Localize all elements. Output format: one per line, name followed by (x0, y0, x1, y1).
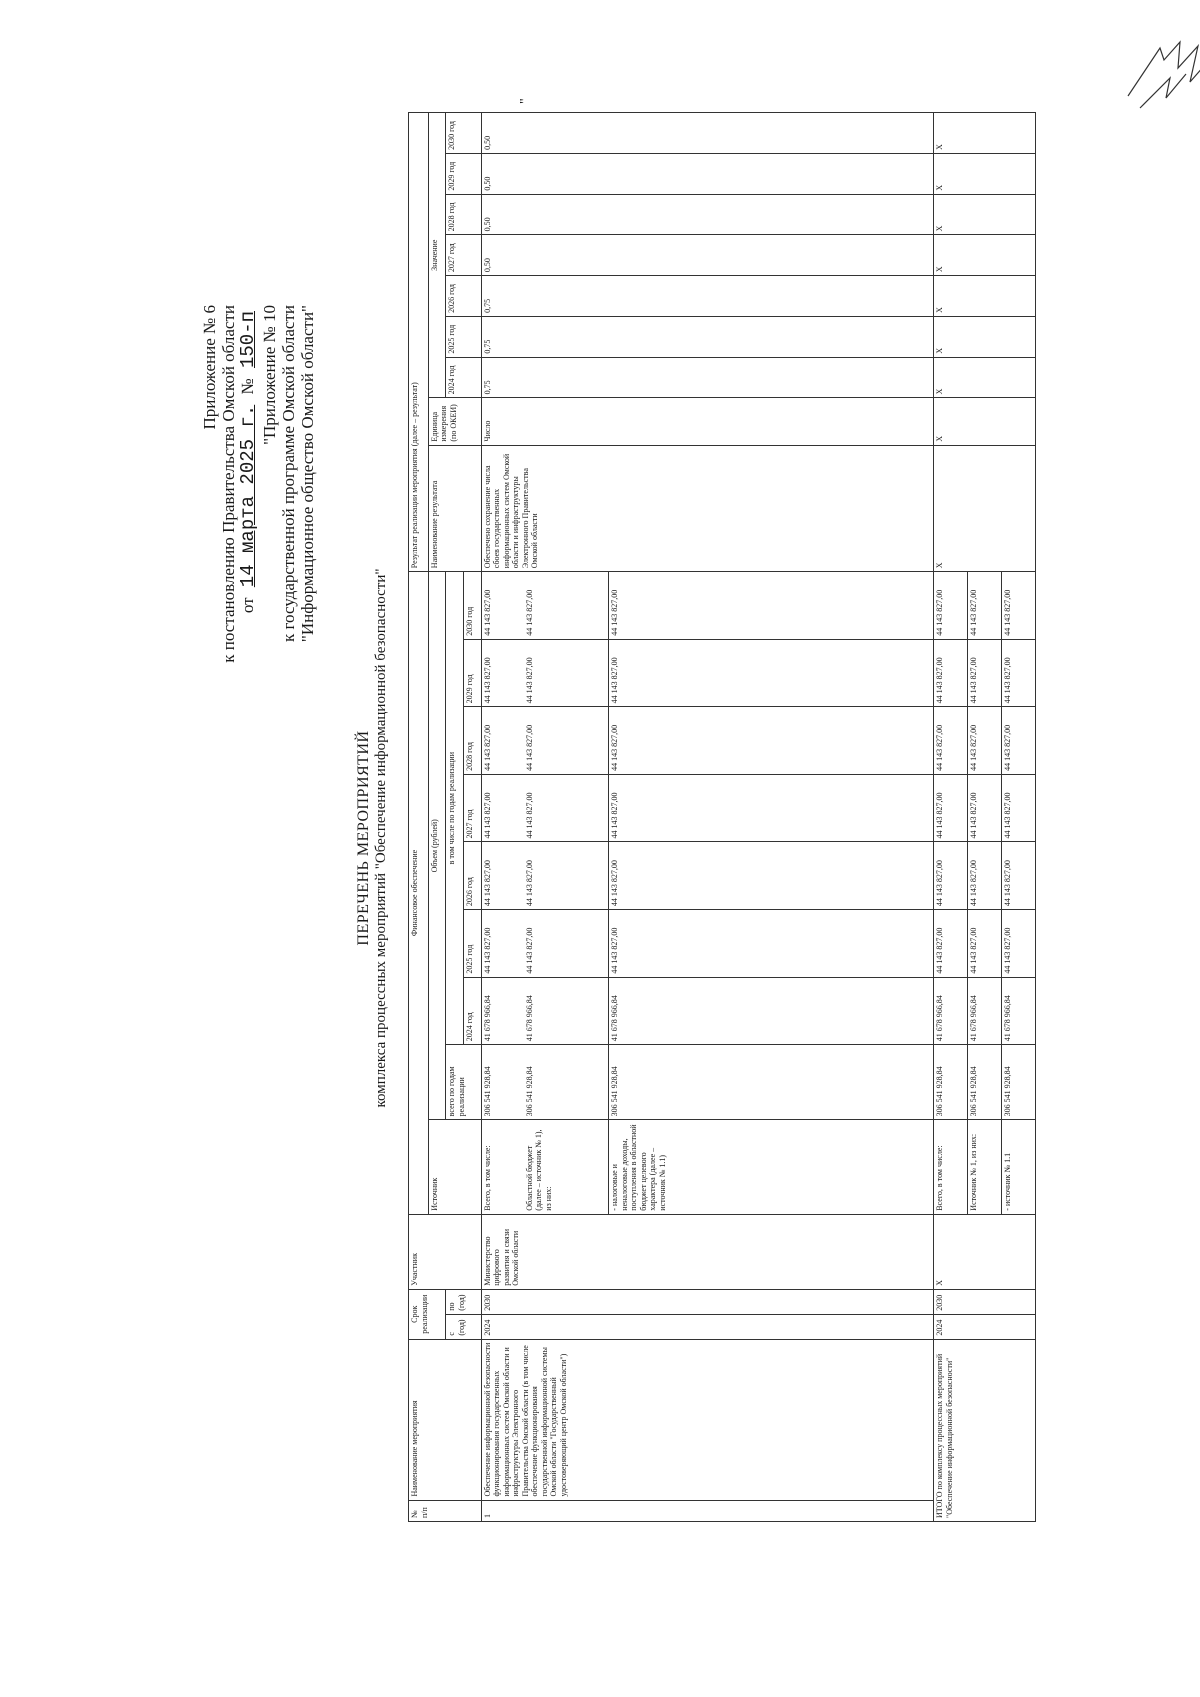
totals-result-name: Х (934, 445, 1036, 572)
row1-source-all: Всего, в том числе: (481, 1120, 523, 1214)
title-main: ПЕРЕЧЕНЬ МЕРОПРИЯТИЙ (355, 730, 372, 946)
totals-y2026: 44 143 827,00 (934, 842, 968, 910)
totals-y2030-2: 44 143 827,00 (968, 572, 1002, 640)
totals-y2027: 44 143 827,00 (934, 774, 968, 842)
program-appendix-ref: к государственной программе Омской области (279, 305, 298, 642)
totals-y2025-3: 44 143 827,00 (1002, 910, 1036, 978)
row1-participant: Министерство цифрового развития и связи Омской области (481, 1214, 933, 1289)
totals-source-1: Источник № 1, из них: (968, 1120, 1002, 1214)
decree-date: 14 марта 2025 г. (237, 404, 259, 588)
totals-res-2027: Х (934, 235, 1036, 276)
fin-year-2030: 2030 год (464, 572, 482, 640)
header-result-block: Результат реализации мероприятия (далее – результат) (409, 113, 429, 572)
res-year-2030: 2030 год (446, 113, 481, 154)
totals-y2030: 44 143 827,00 (934, 572, 968, 640)
totals-y2028: 44 143 827,00 (934, 707, 968, 775)
row1-y2028-2: 44 143 827,00 (524, 707, 609, 775)
header-financing: Финансовое обеспечение (409, 572, 429, 1215)
row1-y2026: 44 143 827,00 (481, 842, 523, 910)
appendix-decree-ref: к постановлению Правительства Омской области (219, 305, 238, 663)
row1-y2025-3: 44 143 827,00 (609, 910, 934, 978)
totals-y2024: 41 678 966,84 (934, 977, 968, 1045)
row1-y2030-3: 44 143 827,00 (609, 572, 934, 640)
program-appendix-header (260, 305, 317, 642)
row1-from: 2024 (481, 1314, 933, 1339)
decree-number: 150-п (237, 311, 259, 369)
row1-res-2025: 0,75 (481, 316, 933, 357)
row1-y2027: 44 143 827,00 (481, 774, 523, 842)
fin-year-2027: 2027 год (464, 774, 482, 842)
row1-name: Обеспечение информационной безопасности функционирования государственных информационных систем Омской области и инфраструктуры Электронного Правительства Омской области (в том числе обеспечение функционирования государственной информационной системы Омской области "Государственный удостоверяющий центр Омской области") (481, 1339, 933, 1500)
header-by-years: в том числе по годам реализации (446, 572, 464, 1045)
res-year-2027: 2027 год (446, 235, 481, 276)
row1-y2024-3: 41 678 966,84 (609, 977, 934, 1045)
totals-source-all: Всего, в том числе: (934, 1120, 968, 1214)
program-name: "Информационное общество Омской области" (298, 305, 317, 643)
row1-res-2024: 0,75 (481, 357, 933, 398)
totals-y2028-2: 44 143 827,00 (968, 707, 1002, 775)
row1-to: 2030 (481, 1289, 933, 1314)
row1-y2024: 41 678 966,84 (481, 977, 523, 1045)
res-year-2024: 2024 год (446, 357, 481, 398)
totals-y2028-3: 44 143 827,00 (1002, 707, 1036, 775)
header-term: Срок реализации (409, 1289, 446, 1339)
activities-table (408, 112, 1036, 1522)
totals-total-3: 306 541 928,84 (1002, 1045, 1036, 1120)
totals-source-1-1: - источник № 1.1 (1002, 1120, 1036, 1214)
totals-res-2025: Х (934, 316, 1036, 357)
totals-y2027-2: 44 143 827,00 (968, 774, 1002, 842)
res-year-2026: 2026 год (446, 276, 481, 317)
totals-total: 306 541 928,84 (934, 1045, 968, 1120)
row1-unit: Число (481, 398, 933, 445)
rotated-document-sheet (100, 98, 1100, 1588)
header-num: № п/п (409, 1500, 482, 1521)
row1-total: 306 541 928,84 (481, 1045, 523, 1120)
row1-y2027-2: 44 143 827,00 (524, 774, 609, 842)
row1-y2027-3: 44 143 827,00 (609, 774, 934, 842)
fin-year-2026: 2026 год (464, 842, 482, 910)
row1-res-2028: 0,50 (481, 194, 933, 235)
row1-y2024-2: 41 678 966,84 (524, 977, 609, 1045)
totals-y2024-2: 41 678 966,84 (968, 977, 1002, 1045)
fin-year-2028: 2028 год (464, 707, 482, 775)
row1-total-3: 306 541 928,84 (609, 1045, 934, 1120)
totals-y2025: 44 143 827,00 (934, 910, 968, 978)
fin-year-2025: 2025 год (464, 910, 482, 978)
row1-y2026-2: 44 143 827,00 (524, 842, 609, 910)
totals-participant: Х (934, 1214, 1036, 1289)
table-row (481, 113, 523, 1522)
totals-y2029: 44 143 827,00 (934, 639, 968, 707)
handwritten-signature (1120, 38, 1200, 128)
totals-res-2024: Х (934, 357, 1036, 398)
header-term-from: с (год) (446, 1314, 481, 1339)
totals-res-2026: Х (934, 276, 1036, 317)
totals-res-2030: Х (934, 113, 1036, 154)
row1-res-2027: 0,50 (481, 235, 933, 276)
fin-year-2024: 2024 год (464, 977, 482, 1045)
header-unit: Единица измерения (по ОКЕИ) (428, 398, 481, 445)
res-year-2028: 2028 год (446, 194, 481, 235)
totals-to: 2030 (934, 1289, 1036, 1314)
header-volume: Объем (рублей) (428, 572, 446, 1120)
appendix-number: Приложение № 6 (200, 305, 219, 430)
row1-total-2: 306 541 928,84 (524, 1045, 609, 1120)
table-row (934, 113, 968, 1522)
header-value: Значение (428, 113, 446, 398)
header-total: всего по годам реализации (446, 1045, 481, 1120)
totals-unit: Х (934, 398, 1036, 445)
row1-y2028: 44 143 827,00 (481, 707, 523, 775)
totals-res-2028: Х (934, 194, 1036, 235)
totals-y2024-3: 41 678 966,84 (1002, 977, 1036, 1045)
totals-y2029-3: 44 143 827,00 (1002, 639, 1036, 707)
row1-y2029-2: 44 143 827,00 (524, 639, 609, 707)
row1-y2029-3: 44 143 827,00 (609, 639, 934, 707)
row1-y2025: 44 143 827,00 (481, 910, 523, 978)
totals-y2027-3: 44 143 827,00 (1002, 774, 1036, 842)
totals-y2030-3: 44 143 827,00 (1002, 572, 1036, 640)
row1-source-budget: Областной бюджет (далее – источник № 1), из них: (524, 1120, 609, 1214)
row1-num: 1 (481, 1500, 933, 1521)
res-year-2029: 2029 год (446, 153, 481, 194)
program-appendix-number: "Приложение № 10 (260, 305, 279, 445)
row1-res-2030: 0,50 (481, 113, 933, 154)
totals-res-2029: Х (934, 153, 1036, 194)
totals-label: ИТОГО по комплексу процессных мероприятий "Обеспечение информационной безопасности" (934, 1339, 1036, 1521)
totals-y2029-2: 44 143 827,00 (968, 639, 1002, 707)
closing-quote: " (518, 98, 533, 104)
fin-year-2029: 2029 год (464, 639, 482, 707)
decree-date-line (238, 305, 258, 663)
date-prefix: от (238, 597, 257, 614)
number-prefix: № (238, 378, 257, 395)
title-sub: комплекса процессных мероприятий "Обеспечение информационной безопасности" (373, 568, 389, 1108)
row1-y2028-3: 44 143 827,00 (609, 707, 934, 775)
header-result-name: Наименование результата (428, 445, 481, 572)
row1-res-2029: 0,50 (481, 153, 933, 194)
totals-y2026-2: 44 143 827,00 (968, 842, 1002, 910)
header-source: Источник (428, 1120, 481, 1214)
row1-source-tax: - налоговые и неналоговые доходы, поступления в областной бюджет целевого характера (далее – источник № 1.1) (609, 1120, 934, 1214)
res-year-2025: 2025 год (446, 316, 481, 357)
totals-y2025-2: 44 143 827,00 (968, 910, 1002, 978)
header-term-to: по (год) (446, 1289, 481, 1314)
row1-res-2026: 0,75 (481, 276, 933, 317)
row1-result-name: Обеспечено сохранение числа сбоев государственных информационных систем Омской области и инфраструктуры Электронного Правительства Омской области (481, 445, 933, 572)
document-title (355, 288, 390, 1388)
totals-total-2: 306 541 928,84 (968, 1045, 1002, 1120)
row1-y2029: 44 143 827,00 (481, 639, 523, 707)
totals-from: 2024 (934, 1314, 1036, 1339)
row1-y2026-3: 44 143 827,00 (609, 842, 934, 910)
header-participant: Участник (409, 1214, 482, 1289)
row1-y2025-2: 44 143 827,00 (524, 910, 609, 978)
totals-y2026-3: 44 143 827,00 (1002, 842, 1036, 910)
row1-y2030-2: 44 143 827,00 (524, 572, 609, 640)
header-name: Наименование мероприятия (409, 1339, 482, 1500)
appendix-header (200, 305, 258, 663)
row1-y2030: 44 143 827,00 (481, 572, 523, 640)
